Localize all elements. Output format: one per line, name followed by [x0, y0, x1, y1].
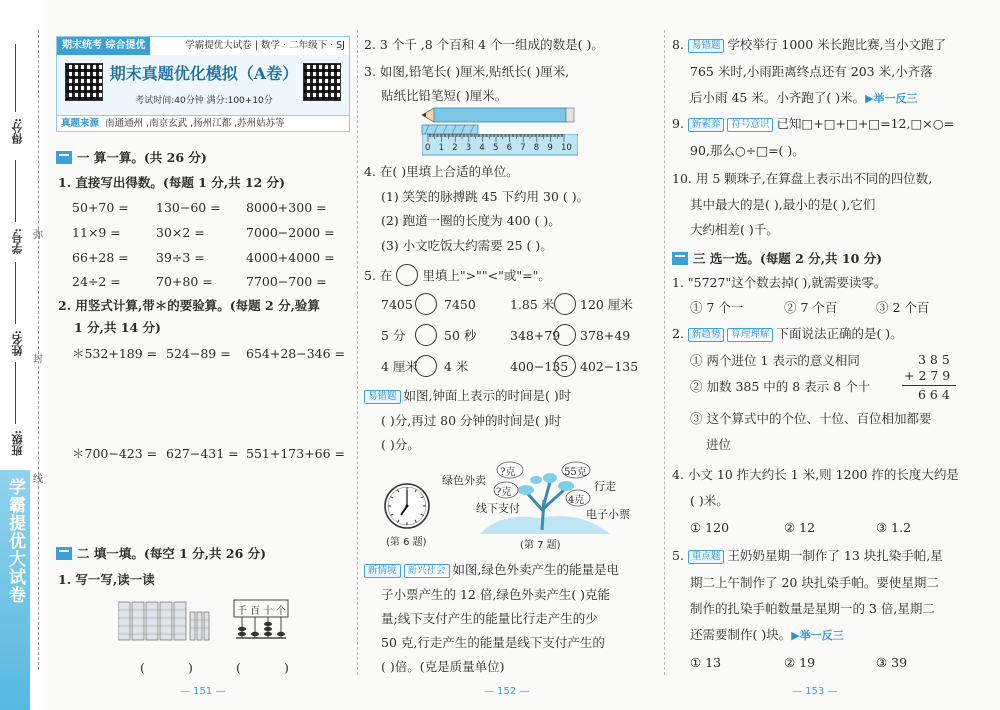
question-2-8b: 765 米时,小雨距离终点还有 203 米,小齐落 — [690, 64, 933, 79]
abacus-label-ten: 十 — [263, 606, 273, 617]
oral-calc-item: 7700−700 = — [246, 274, 327, 289]
compare-left-a: 5 分 — [381, 328, 406, 343]
label-offline-pay-value: ?克 — [496, 487, 512, 498]
compare-circle-icon[interactable] — [554, 355, 576, 377]
compare-right-a: 50 秒 — [444, 328, 477, 343]
label-offline-pay: 线下支付 — [476, 502, 520, 515]
question-1-2b: 1 分,共 14 分) — [74, 320, 161, 335]
oral-calc-item: 30×2 = — [156, 225, 205, 240]
choice-2-opt-2[interactable]: ② 加数 385 中的 8 表示 8 个十 — [690, 379, 871, 394]
compare-left-a: 4 厘米 — [381, 359, 418, 374]
pencil-icon — [420, 104, 580, 126]
section-chip-icon — [56, 547, 72, 560]
addend-2: + 2 7 9 — [904, 368, 951, 383]
compare-left-b: 348+79 — [510, 328, 561, 343]
question-2-4: 4. 在( )里填上合适的单位。 — [364, 164, 519, 179]
qr-code-right-icon — [303, 63, 341, 101]
compare-circle-icon[interactable] — [415, 324, 437, 346]
label-green-takeout-value: ?克 — [500, 467, 516, 478]
tag-error-prone-8: 易错题 — [688, 39, 725, 53]
vertical-calc-item: 524−89 = — [166, 346, 231, 361]
choice-4-opt-1[interactable]: ① 120 — [690, 520, 730, 535]
question-2-3a: 3. 如图,铅笔长( )厘米,贴纸长( )厘米, — [364, 64, 570, 79]
choice-5b: 期二上午制作了 20 块扎染手帕。要使星期二 — [690, 575, 939, 590]
abacus-figure — [232, 598, 290, 646]
compare-circle-icon[interactable] — [554, 293, 576, 315]
tag-new-trend: 新趋势 — [688, 328, 725, 342]
class-label: 班级: — [11, 430, 24, 457]
question-2-2: 2. 3 个千 ,8 个百和 4 个一组成的数是( )。 — [364, 37, 604, 52]
oral-calc-item: 66+28 = — [72, 250, 129, 265]
vertical-calc-item: ＊700−423 = — [72, 446, 158, 461]
ruler-figure — [422, 134, 578, 156]
question-2-7c: 量;线下支付产生的能量比行走产生的少 — [381, 611, 598, 626]
question-1-1: 1. 直接写出得数。(每题 1 分,共 12 分) — [58, 175, 286, 190]
question-2-4-3: (3) 小文吃饭大约需要 25 ( )。 — [381, 238, 553, 253]
ruler-number: 10 — [561, 143, 572, 153]
exam-type-tag: 期末统考 综合提优 — [57, 37, 150, 55]
question-2-6a: 易错题 如图,钟面上表示的时间是( )时 — [364, 388, 571, 404]
question-2-3b: 贴纸比铅笔短( )厘米。 — [381, 88, 508, 103]
choice-1-opt-3[interactable]: ③ 2 个百 — [876, 300, 930, 315]
choice-2: 2. 新趋势 算理理解 下面说法正确的是( )。 — [672, 326, 903, 341]
oral-calc-item: 70+80 = — [156, 274, 213, 289]
compare-right-b: 120 厘米 — [580, 297, 633, 312]
cut-word-2: 封 — [33, 354, 43, 365]
answer-blank-1-close: ) — [188, 660, 193, 675]
oral-calc-item: 24÷2 = — [72, 274, 121, 289]
vertical-calc-item: 627−431 = — [166, 446, 239, 461]
source-label: 真题来源 — [61, 118, 100, 129]
class-line — [15, 362, 16, 424]
compare-circle-icon — [396, 264, 418, 286]
choice-5c: 制作的扎染手帕数量是星期一的 3 倍,星期二 — [690, 601, 935, 616]
label-walk: 行走 — [594, 480, 616, 493]
abacus-label-hundred: 百 — [250, 606, 260, 617]
energy-tree-figure — [440, 460, 650, 535]
page-number-151: — 151 — — [180, 686, 226, 697]
choice-1-opt-1[interactable]: ① 7 个一 — [690, 300, 744, 315]
question-2-7b: 子小票产生的 12 倍,绿色外卖产生( )克能 — [381, 587, 611, 602]
brand-text: 学霸提优大试卷 — [5, 478, 25, 604]
ruler-number: 8 — [533, 143, 540, 153]
brand-spine — [0, 470, 30, 710]
column-divider-2 — [664, 30, 665, 675]
name-line — [15, 262, 16, 324]
practice-link-8[interactable]: ▶举一反三 — [865, 92, 918, 105]
question-2-7d: 50 克,行走产生的能量是线下支付产生的 — [381, 635, 605, 650]
label-e-receipt-value: 4克 — [568, 495, 585, 506]
exam-title: 期末真题优化模拟（A卷） — [109, 64, 299, 83]
figure-7-caption: (第 7 题) — [520, 540, 561, 551]
oral-calc-item: 4000+4000 = — [246, 250, 335, 265]
question-2-10c: 大约相差( )千。 — [690, 222, 779, 237]
compare-circle-icon[interactable] — [554, 324, 576, 346]
question-2-6c: ( )分。 — [381, 437, 420, 452]
question-2-4-1: (1) 笑笑的脉搏跳 45 下约用 30 ( )。 — [381, 189, 590, 204]
choice-5a: 5. 重点题 王奶奶星期一制作了 13 块扎染手帕,星 — [672, 548, 943, 563]
abacus-label-thousand: 千 — [237, 606, 247, 617]
question-2-4-2: (2) 跑道一圈的长度为 400 ( )。 — [381, 213, 561, 228]
oral-calc-item: 130−60 = — [156, 200, 221, 215]
choice-1-opt-2[interactable]: ② 7 个百 — [784, 300, 838, 315]
choice-5-opt-3[interactable]: ③ 39 — [876, 655, 908, 670]
tag-arithmetic-reasoning: 算理理解 — [727, 328, 773, 342]
clock-icon — [383, 482, 431, 530]
ruler-number: 6 — [506, 143, 513, 153]
ruler-number: 9 — [547, 143, 553, 153]
question-2-7a: 新情境 新兴社会 如图,绿色外卖产生的能量是电 — [364, 562, 619, 578]
label-walk-value: 55克 — [564, 467, 587, 478]
tag-error-prone: 易错题 — [364, 390, 401, 404]
choice-2-opt-3-cont: 进位 — [706, 437, 732, 452]
tag-key-question: 重点题 — [688, 550, 725, 564]
score-label: 得分: — [11, 118, 24, 145]
label-green-takeout: 绿色外卖 — [442, 474, 486, 487]
ruler-number: 2 — [452, 143, 458, 153]
choice-5-opt-1[interactable]: ① 13 — [690, 655, 722, 670]
ruler-number: 1 — [438, 143, 445, 153]
source-text: 南通通州 ,南京玄武 ,扬州江都 ,苏州姑苏等 — [105, 118, 285, 129]
choice-5-opt-2[interactable]: ② 19 — [784, 655, 816, 670]
section-chip-icon — [56, 151, 72, 164]
choice-4b: ( )米。 — [690, 493, 729, 508]
oral-calc-item: 50+70 = — [72, 200, 129, 215]
question-2-7e: ( )倍。(克是质量单位) — [381, 659, 505, 674]
question-2-8c: 后小雨 45 米。小齐跑了( )米。▶举一反三 — [690, 90, 918, 105]
oral-calc-item: 8000+300 = — [246, 200, 327, 215]
page-number-152: — 152 — — [484, 686, 530, 697]
choice-2-opt-1[interactable]: ① 两个进位 1 表示的意义相同 — [690, 353, 860, 368]
cut-word-1: 弥 — [33, 230, 43, 241]
compare-circle-icon[interactable] — [415, 355, 437, 377]
compare-right-a: 7450 — [444, 297, 476, 312]
section-chip-icon — [672, 252, 688, 265]
question-2-1: 1. 写一写,读一读 — [58, 572, 155, 587]
compare-circle-icon[interactable] — [415, 293, 437, 315]
exam-meta: 考试时间:40分钟 满分:100+10分 — [135, 96, 273, 106]
choice-5d: 还需要制作( )块。▶举一反三 — [690, 627, 844, 642]
question-2-10a: 10. 用 5 颗珠子,在算盘上表示出不同的四位数, — [672, 171, 933, 186]
vertical-calc-item: 654+28−346 = — [246, 346, 346, 361]
page-number-153: — 153 — — [792, 686, 838, 697]
ruler-number: 5 — [493, 143, 499, 153]
label-e-receipt: 电子小票 — [586, 508, 630, 521]
qr-code-left-icon — [65, 63, 103, 101]
question-2-8a: 8. 易错题 学校举行 1000 米长跑比赛,当小文跑了 — [672, 37, 947, 52]
compare-left-b: 1.85 米 — [510, 297, 555, 312]
choice-4a: 4. 小文 10 拃大约长 1 米,则 1200 拃的长度大约是 — [672, 467, 959, 482]
choice-4-opt-2[interactable]: ② 12 — [784, 520, 816, 535]
ruler-number: 0 — [425, 143, 431, 153]
choice-2-opt-3[interactable]: ③ 这个算式中的个位、十位、百位相加都要 — [690, 411, 932, 426]
addend-1: 3 8 5 — [918, 352, 950, 367]
tag-new-context: 新情境 — [364, 564, 401, 578]
column-divider-1 — [357, 30, 358, 675]
tag-new-society: 新兴社会 — [404, 564, 450, 578]
compare-right-a: 4 米 — [444, 359, 469, 374]
compare-left-b: 400−135 — [510, 359, 569, 374]
oral-calc-item: 11×9 = — [72, 225, 121, 240]
answer-blank-2-close: ) — [284, 660, 289, 675]
abacus-label-one: 个 — [276, 606, 286, 617]
choice-4-opt-3[interactable]: ③ 1.2 — [876, 520, 912, 535]
sum: 6 6 4 — [918, 387, 950, 402]
score-line — [15, 44, 16, 112]
ruler-number: 7 — [520, 143, 526, 153]
series-info: 学霸提优大试卷 | 数学 · 二年级下 · SJ — [185, 40, 345, 51]
compare-right-b: 378+49 — [580, 328, 631, 343]
question-2-9b: 90,那么○÷□=( )。 — [690, 143, 805, 158]
student-id-line — [15, 160, 16, 222]
cut-word-3: 线 — [33, 474, 43, 485]
answer-blank-1-open: ( — [140, 660, 145, 675]
question-2-10b: 其中最大的是( ),最小的是( ),它们 — [690, 197, 876, 212]
question-1-2a: 2. 用竖式计算,带＊的要验算。(每题 2 分,验算 — [58, 298, 320, 313]
oral-calc-item: 7000−2000 = — [246, 225, 335, 240]
question-2-9a: 9. 新素养 符号意识 已知□+□+□+□=12,□×○= — [672, 116, 955, 131]
source-bar — [56, 115, 350, 132]
name-label: 姓名: — [11, 330, 24, 357]
tag-new-literacy: 新素养 — [688, 118, 725, 132]
section-calc: 一 算一算。(共 26 分) — [56, 148, 207, 165]
student-id-label: 学号: — [11, 228, 24, 255]
ruler-number: 3 — [465, 143, 472, 153]
oral-calc-item: 39÷3 = — [156, 250, 205, 265]
question-2-6b: ( )分,再过 80 分钟的时间是( )时 — [381, 413, 562, 428]
compare-right-b: 402−135 — [580, 359, 639, 374]
section-fill: 二 填一填。(每空 1 分,共 26 分) — [56, 544, 266, 561]
figure-6-caption: (第 6 题) — [386, 537, 427, 548]
compare-left-a: 7405 — [381, 297, 413, 312]
cubes-figure — [118, 598, 218, 644]
ruler-number: 4 — [479, 143, 485, 153]
section-choose: 三 选一选。(每题 2 分,共 10 分) — [672, 249, 882, 266]
tag-symbol-sense: 符号意识 — [727, 118, 773, 132]
choice-1: 1. "5727"这个数去掉( ),就需要读零。 — [672, 275, 887, 290]
practice-link-5[interactable]: ▶举一反三 — [791, 629, 844, 642]
question-2-5: 5. 在 里填上">""<"或"="。 — [364, 264, 551, 286]
vertical-calc-item: ＊532+189 = — [72, 346, 158, 361]
vertical-calc-item: 551+173+66 = — [246, 446, 346, 461]
answer-blank-2-open: ( — [236, 660, 241, 675]
